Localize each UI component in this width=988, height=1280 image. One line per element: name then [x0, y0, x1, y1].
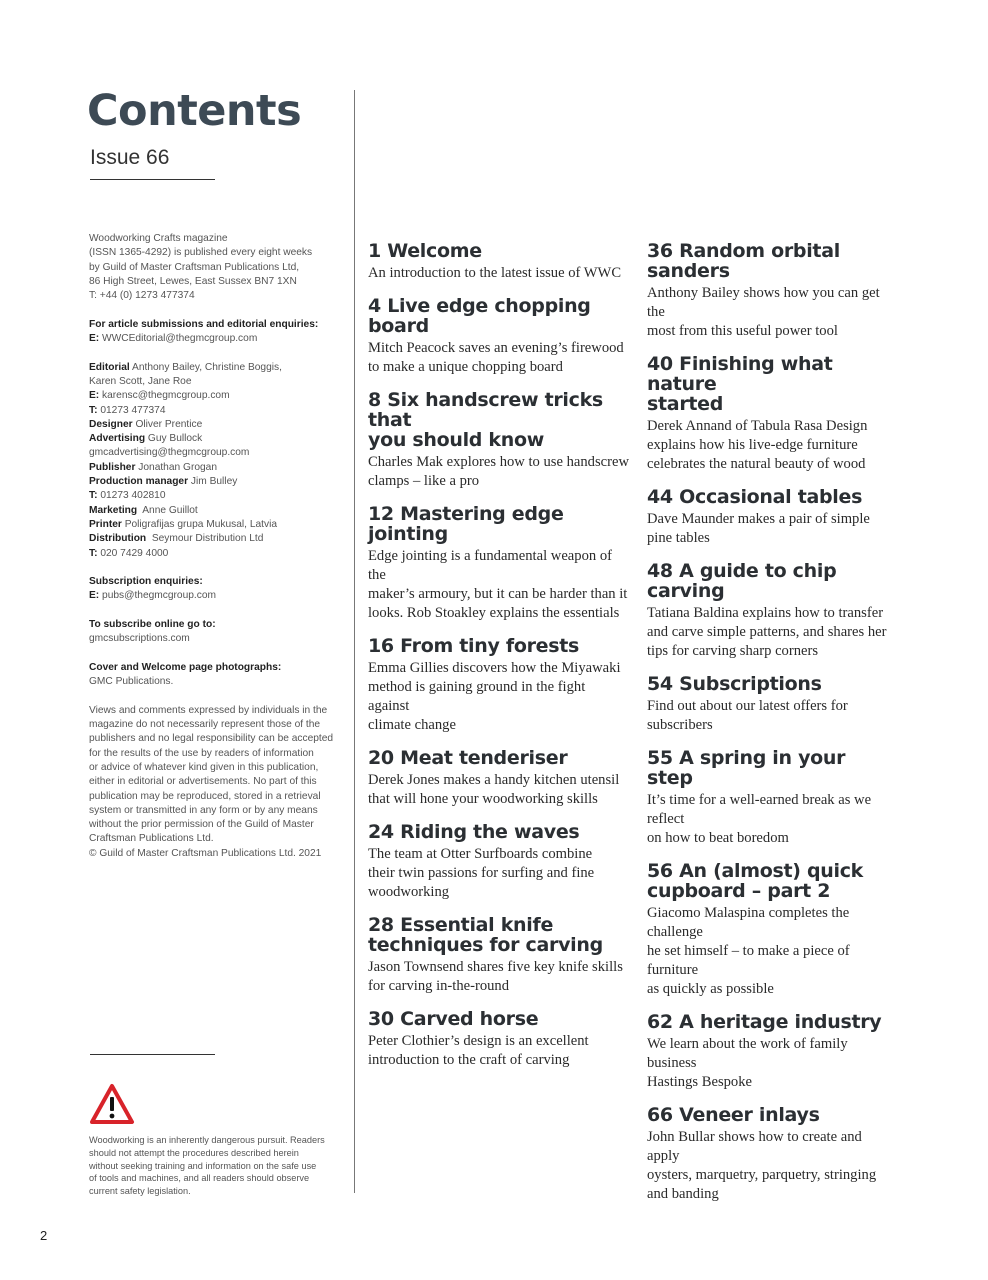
entry-description — [647, 417, 897, 474]
entry-title-line: 62 A heritage industry — [647, 1011, 882, 1033]
entry-description-line: An introduction to the latest issue of WWC — [368, 265, 622, 281]
entry-description — [647, 510, 897, 548]
entry-description-line: their twin passions for surfing and fine — [368, 865, 595, 881]
disclaimer-line: for the results of the use by readers of information — [89, 747, 314, 759]
entry-title-line: 24 Riding the waves — [368, 821, 580, 843]
disclaimer-line: either in editorial or advertisements. No part of this — [89, 776, 317, 788]
editorial-names: Anthony Bailey, Christine Boggis, — [132, 361, 282, 373]
entry-description-line: introduction to the craft of carving — [368, 1052, 570, 1068]
disclaimer-line: system or transmitted in any form or by any means — [89, 804, 318, 816]
subscription-block — [89, 575, 351, 604]
contents-entry[interactable] — [647, 241, 897, 341]
contents-entry[interactable] — [368, 241, 630, 283]
printer-name: Poligrafijas grupa Mukusal, Latvia — [124, 518, 278, 530]
email-label: E: — [89, 390, 100, 402]
publication-line: Woodworking Crafts magazine — [89, 233, 228, 244]
warning-triangle-icon — [89, 1083, 135, 1125]
title-divider — [90, 179, 215, 180]
column-divider — [354, 90, 355, 1193]
entry-title-line: techniques for carving — [368, 934, 603, 956]
entry-description-line: We learn about the work of family business — [647, 1036, 848, 1071]
entry-title-line: 28 Essential knife — [368, 914, 554, 936]
entry-title — [647, 861, 897, 901]
distribution-phone: 020 7429 4000 — [100, 547, 169, 559]
contents-entry[interactable] — [368, 296, 630, 377]
entry-description — [647, 284, 897, 341]
designer-name: Oliver Prentice — [135, 418, 203, 430]
entry-description-line: to make a unique chopping board — [368, 359, 563, 375]
entry-title — [647, 674, 897, 694]
entry-description-line: clamps – like a pro — [368, 473, 480, 489]
entry-title-line: you should know — [368, 429, 544, 451]
entry-description-line: Jason Townsend shares five key knife skills — [368, 959, 623, 975]
production-name: Jim Bulley — [190, 476, 238, 488]
submissions-label: For article submissions and editorial enquiries: — [89, 318, 319, 330]
publisher-name: Jonathan Grogan — [138, 461, 217, 473]
contents-entry[interactable] — [368, 822, 630, 902]
entry-title-line: started — [647, 393, 724, 415]
advertising-label: Advertising — [89, 433, 146, 445]
entry-title-line: 4 Live edge chopping board — [368, 295, 591, 337]
entry-description-line: as quickly as possible — [647, 981, 774, 997]
entry-description-line: Derek Annand of Tabula Rasa Design — [647, 418, 868, 434]
publication-line: (ISSN 1365-4292) is published every eight weeks — [89, 247, 313, 259]
entry-title-line: 20 Meat tenderiser — [368, 747, 568, 769]
production-phone: 01273 402810 — [100, 490, 166, 502]
page-title: Contents — [87, 86, 302, 136]
entry-description — [647, 697, 897, 735]
entry-description — [647, 604, 897, 661]
phone-label: T: — [89, 404, 98, 416]
entry-description-line: for carving in-the-round — [368, 978, 510, 994]
submissions-block — [89, 318, 351, 347]
warning-line: current safety legislation. — [89, 1186, 191, 1197]
publication-details — [89, 232, 351, 303]
publication-info — [89, 232, 351, 875]
safety-warning — [89, 1134, 334, 1198]
entry-description — [368, 1032, 630, 1070]
entry-title — [647, 241, 897, 281]
publication-line: 86 High Street, Lewes, East Sussex BN7 1XN — [89, 275, 297, 287]
editorial-phone: 01273 477374 — [100, 404, 166, 416]
entry-title-line: 44 Occasional tables — [647, 486, 863, 508]
cover-credit-block — [89, 661, 351, 690]
contents-entry[interactable] — [368, 915, 630, 996]
entry-title-line: 1 Welcome — [368, 240, 482, 262]
staff-block — [89, 361, 351, 561]
entry-title — [368, 241, 630, 261]
disclaimer-line: without the prior permission of the Guild of Master — [89, 819, 314, 831]
entry-title-line: 66 Veneer inlays — [647, 1104, 820, 1126]
marketing-label: Marketing — [89, 504, 138, 516]
entry-title-line: 12 Mastering edge jointing — [368, 503, 564, 545]
entry-description-line: that will hone your woodworking skills — [368, 791, 598, 807]
entry-title-line: 55 A spring in your step — [647, 747, 846, 789]
entry-description — [647, 1035, 897, 1092]
entry-title — [368, 915, 630, 955]
entry-title — [647, 354, 897, 414]
contents-column-left — [368, 241, 630, 1083]
contents-entry[interactable] — [647, 748, 897, 848]
entry-title — [647, 487, 897, 507]
contents-entry[interactable] — [368, 748, 630, 809]
contents-entry[interactable] — [647, 561, 897, 661]
entry-description-line: Derek Jones makes a handy kitchen utensil — [368, 772, 620, 788]
entry-title — [647, 748, 897, 788]
entry-description — [368, 339, 630, 377]
entry-title — [368, 504, 630, 544]
entry-description-line: and carve simple patterns, and shares her — [647, 624, 887, 640]
contents-entry[interactable] — [647, 861, 897, 999]
entry-title-line: 36 Random orbital sanders — [647, 240, 840, 282]
online-block — [89, 618, 351, 647]
phone-label: T: — [89, 490, 98, 502]
contents-entry[interactable] — [368, 1009, 630, 1070]
contents-entry[interactable] — [368, 636, 630, 735]
entry-title-line: 40 Finishing what nature — [647, 353, 833, 395]
entry-title-line: cupboard – part 2 — [647, 880, 831, 902]
entry-description-line: Emma Gillies discovers how the Miyawaki — [368, 660, 621, 676]
entry-description — [368, 547, 630, 623]
warning-line: should not attempt the procedures described herein — [89, 1147, 299, 1158]
entry-title-line: 16 From tiny forests — [368, 635, 580, 657]
page-number: 2 — [40, 1228, 48, 1243]
entry-title — [647, 1105, 897, 1125]
entry-description-line: method is gaining ground in the fight against — [368, 679, 586, 714]
entry-description-line: oysters, marquetry, parquetry, stringing — [647, 1167, 877, 1183]
entry-description-line: Hastings Bespoke — [647, 1074, 752, 1090]
entry-description — [368, 453, 630, 491]
online-label: To subscribe online go to: — [89, 619, 216, 631]
editorial-names-cont: Karen Scott, Jane Roe — [89, 375, 192, 387]
entry-description-line: and banding — [647, 1186, 719, 1202]
entry-title — [368, 822, 630, 842]
entry-description-line: Anthony Bailey shows how you can get the — [647, 285, 880, 320]
contents-entry[interactable] — [647, 354, 897, 474]
advertising-name: Guy Bullock — [147, 433, 203, 445]
disclaimer — [89, 704, 351, 861]
production-label: Production manager — [89, 476, 189, 488]
publication-line: by Guild of Master Craftsman Publications Ltd, — [89, 261, 300, 273]
entry-title — [368, 1009, 630, 1029]
copyright: © Guild of Master Craftsman Publications Ltd. 2021 — [89, 847, 322, 859]
contents-entry[interactable] — [647, 674, 897, 735]
entry-title — [368, 636, 630, 656]
entry-title-line: 30 Carved horse — [368, 1008, 539, 1030]
cover-credit-label: Cover and Welcome page photographs: — [89, 661, 282, 673]
subscription-link[interactable]: gmcsubscriptions.com — [89, 633, 190, 645]
entry-description-line: Edge jointing is a fundamental weapon of the — [368, 548, 612, 583]
warning-line: Woodworking is an inherently dangerous pursuit. Readers — [89, 1135, 325, 1145]
entry-description-line: explains how his live-edge furniture — [647, 437, 858, 453]
entry-title — [368, 390, 630, 450]
entry-title-line: 48 A guide to chip carving — [647, 560, 837, 602]
subscription-label: Subscription enquiries: — [89, 576, 203, 588]
designer-label: Designer — [89, 418, 133, 430]
entry-description-line: Peter Clothier’s design is an excellent — [368, 1033, 589, 1049]
warning-line: of tools and machines, and all readers should observe — [89, 1173, 310, 1184]
entry-description — [368, 264, 630, 283]
entry-description — [647, 791, 897, 848]
issue-number: Issue 66 — [90, 146, 170, 169]
entry-title — [647, 1012, 897, 1032]
entry-description — [368, 771, 630, 809]
email-label: E: — [89, 590, 100, 602]
disclaimer-line: or advice of whatever kind given in this publication, — [89, 761, 319, 773]
advertising-email[interactable]: gmcadvertising@thegmcgroup.com — [89, 447, 250, 459]
entry-description-line: climate change — [368, 717, 456, 733]
contents-entry[interactable] — [368, 504, 630, 623]
entry-description-line: Find out about our latest offers for — [647, 698, 848, 714]
warning-divider — [90, 1054, 215, 1055]
contents-entry[interactable] — [368, 390, 630, 491]
entry-description-line: tips for carving sharp corners — [647, 643, 819, 659]
entry-description-line: most from this useful power tool — [647, 323, 838, 339]
disclaimer-line: magazine do not necessarily represent those of the — [89, 719, 321, 731]
entry-description-line: subscribers — [647, 717, 713, 733]
entry-title-line: 54 Subscriptions — [647, 673, 822, 695]
subscription-email[interactable]: pubs@thegmcgroup.com — [102, 590, 217, 602]
entry-description-line: celebrates the natural beauty of wood — [647, 456, 866, 472]
cover-credit: GMC Publications. — [89, 676, 174, 688]
contents-entry[interactable] — [647, 487, 897, 548]
entry-description — [368, 659, 630, 735]
entry-description-line: It’s time for a well-earned break as we reflect — [647, 792, 872, 827]
entry-description-line: looks. Rob Stoakley explains the essentials — [368, 605, 620, 621]
entry-description-line: The team at Otter Surfboards combine — [368, 846, 593, 862]
distribution-name: Seymour Distribution Ltd — [151, 533, 264, 545]
entry-title — [647, 561, 897, 601]
entry-description-line: maker’s armoury, but it can be harder than it — [368, 586, 628, 602]
distribution-label: Distribution — [89, 533, 147, 545]
disclaimer-line: publication may be reproduced, stored in a retrieval — [89, 790, 321, 802]
entry-description — [368, 958, 630, 996]
entry-title-line: 56 An (almost) quick — [647, 860, 863, 882]
entry-title — [368, 748, 630, 768]
entry-description — [647, 1128, 897, 1204]
marketing-name: Anne Guillot — [142, 504, 198, 516]
entry-title-line: 8 Six handscrew tricks that — [368, 389, 603, 431]
disclaimer-line: Views and comments expressed by individuals in the — [89, 704, 328, 716]
disclaimer-line: publishers and no legal responsibility can be accepted — [89, 733, 334, 745]
entry-description-line: Giacomo Malaspina completes the challenge — [647, 905, 850, 940]
disclaimer-line: Craftsman Publications Ltd. — [89, 833, 214, 845]
entry-description-line: Tatiana Baldina explains how to transfer — [647, 605, 884, 621]
entry-description — [647, 904, 897, 999]
submissions-email[interactable]: WWCEditorial@thegmcgroup.com — [102, 333, 258, 345]
printer-label: Printer — [89, 518, 122, 530]
editorial-label: Editorial — [89, 361, 130, 373]
publication-line: T: +44 (0) 1273 477374 — [89, 290, 195, 302]
phone-label: T: — [89, 547, 98, 559]
warning-line: without seeking training and information on the safe use — [89, 1160, 317, 1171]
entry-title — [368, 296, 630, 336]
entry-description-line: he set himself – to make a piece of furniture — [647, 943, 850, 978]
email-label: E: — [89, 333, 100, 345]
entry-description-line: Mitch Peacock saves an evening’s firewood — [368, 340, 624, 356]
entry-description-line: Charles Mak explores how to use handscrew — [368, 454, 629, 470]
entry-description-line: pine tables — [647, 530, 710, 546]
entry-description-line: woodworking — [368, 884, 450, 900]
entry-description-line: Dave Maunder makes a pair of simple — [647, 511, 870, 527]
entry-description — [368, 845, 630, 902]
entry-description-line: John Bullar shows how to create and apply — [647, 1129, 862, 1164]
contents-column-right — [647, 241, 897, 1217]
editorial-email[interactable]: karensc@thegmcgroup.com — [102, 390, 230, 402]
contents-entry[interactable] — [647, 1105, 897, 1204]
contents-entry[interactable] — [647, 1012, 897, 1092]
entry-description-line: on how to beat boredom — [647, 830, 789, 846]
publisher-label: Publisher — [89, 461, 136, 473]
